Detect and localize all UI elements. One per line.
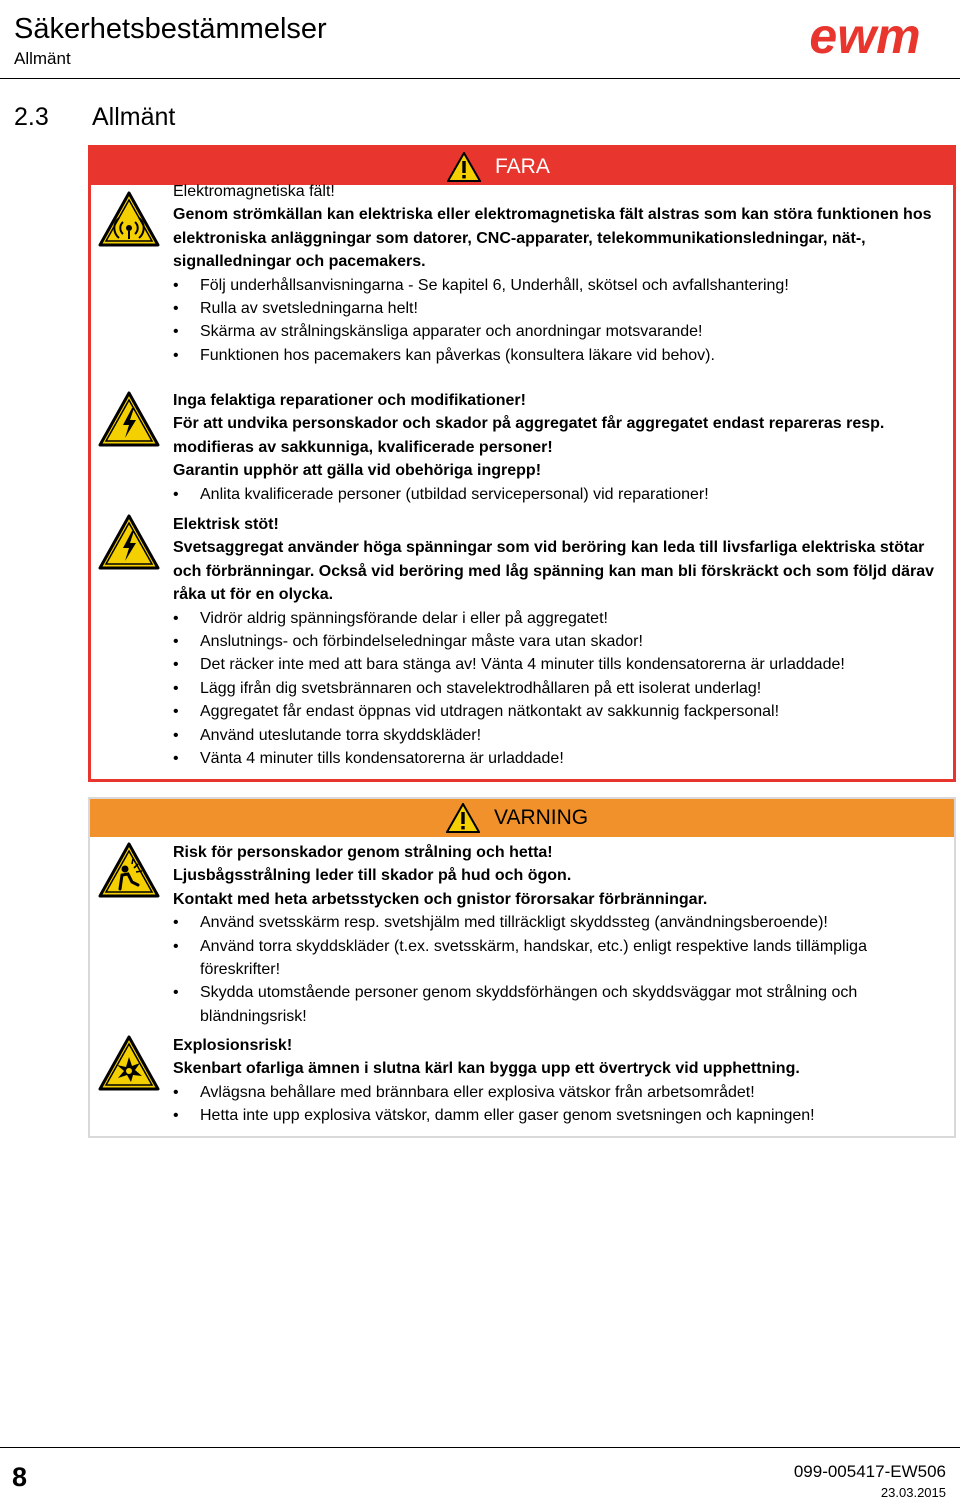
list-item: • Skärma av strålningskänsliga apparater och anordningar motsvarande! [173,320,948,343]
danger-group-repairs [173,389,948,506]
list-item: • Anslutnings- och förbindelseledningar måste vara utan skador! [173,630,948,653]
list-item: • Lägg ifrån dig svetsbrännaren och stavelektrodhållaren på ett isolerat underlag! [173,677,948,700]
danger-group-electric-shock [173,513,948,770]
group-statement: Svetsaggregat använder höga spänningar som vid beröring kan leda till livsfarliga elektriska stötar och förbränningar. Också vid beröring med låg spänning kan man bli förskräckt och som följd därav råka ut för en olycka. [173,539,935,604]
document-number: 099-005417-EW506 [793,1462,946,1481]
document-title: Säkerhetsbestämmelser [14,13,327,45]
bullet-list [173,274,948,368]
warning-group-radiation [173,841,948,1028]
group-statement: Ljusbågsstrålning leder till skador på hud och ögon. [173,867,572,885]
warning-banner [90,799,954,837]
group-statement: För att undvika personskador och skador på aggregatet får aggregatet endast repareras resp. modifieras av sakkunniga, kvalificerade personer! [173,415,885,456]
list-item: • Funktionen hos pacemakers kan påverkas (konsultera läkare vid behov). [173,344,948,367]
list-item: • Rulla av svetsledningarna helt! [173,297,948,320]
group-statement: Kontakt med heta arbetsstycken och gnistor förorsakar förbränningar. [173,890,708,908]
page-number: 8 [12,1462,28,1492]
group-statement: Genom strömkällan kan elektriska eller elektromagnetiska fält alstras som kan störa funktionen hos elektroniska anläggningar som datorer, CNC-apparater, telekommunikationsledningar, nät-, signalledningar och pacemakers. [173,206,932,271]
document-date: 23.03.2015 [880,1485,946,1500]
warning-label: VARNING [494,806,589,829]
list-item: • Följ underhållsanvisningarna - Se kapitel 6, Underhåll, skötsel och avfallshantering! [173,274,948,297]
group-heading: Explosionsrisk! [173,1037,293,1054]
section-title: Allmänt [92,103,176,131]
group-statement: Garantin upphör att gälla vid obehöriga ingrepp! [173,462,542,480]
group-heading: Inga felaktiga reparationer och modifikationer! [173,392,526,409]
high-voltage-warning-icon [98,391,160,447]
section-heading [14,102,175,132]
warning-triangle-icon [447,152,481,182]
ewm-logo-text: ewm [809,8,921,64]
danger-group-emf [173,180,948,367]
header-divider [0,78,960,79]
document-subtitle: Allmänt [14,49,71,68]
footer-divider [0,1447,960,1448]
warning-triangle-icon [446,803,480,833]
electric-shock-warning-icon [98,514,160,570]
bullet-list [173,483,948,506]
list-item: • Avlägsna behållare med brännbara eller explosiva vätskor från arbetsområdet! [173,1081,948,1104]
group-heading: Elektrisk stöt! [173,516,279,533]
list-item: • Vidrör aldrig spänningsförande delar i eller på aggregatet! [173,607,948,630]
warning-group-explosion [173,1034,948,1128]
group-heading: Risk för personskador genom strålning och hetta! [173,844,553,861]
list-item: • Aggregatet får endast öppnas vid utdragen nätkontakt av sakkunnig fackpersonal! [173,700,948,723]
list-item: • Det räcker inte med att bara stänga av! Vänta 4 minuter tills kondensatorerna är urladdade! [173,653,948,676]
section-number: 2.3 [14,103,49,131]
bullet-list [173,1081,948,1128]
list-item: • Hetta inte upp explosiva vätskor, damm eller gaser genom svetsningen och kapningen! [173,1104,948,1127]
group-statement: Skenbart ofarliga ämnen i slutna kärl kan bygga upp ett övertryck vid upphettning. [173,1060,800,1078]
radiation-heat-warning-icon [98,842,160,898]
list-item: • Använd svetsskärm resp. svetshjälm med tillräckligt skyddssteg (användningsberoende)! [173,911,948,934]
bullet-list [173,911,948,1028]
electromagnetic-field-warning-icon [98,191,160,247]
group-heading: Elektromagnetiska fält! [173,183,335,200]
list-item: • Vänta 4 minuter tills kondensatorerna är urladdade! [173,747,948,770]
bullet-list [173,607,948,771]
explosion-warning-icon [98,1035,160,1091]
ewm-logo [793,6,938,66]
list-item: • Använd torra skyddskläder (t.ex. svetsskärm, handskar, etc.) enligt respektive lands tillämpliga föreskrifter! [173,935,948,982]
list-item: • Anlita kvalificerade personer (utbildad servicepersonal) vid reparationer! [173,483,948,506]
list-item: • Skydda utomstående personer genom skyddsförhängen och skyddsväggar mot strålning och bländningsrisk! [173,981,948,1028]
list-item: • Använd uteslutande torra skyddskläder! [173,724,948,747]
danger-label: FARA [495,155,550,178]
